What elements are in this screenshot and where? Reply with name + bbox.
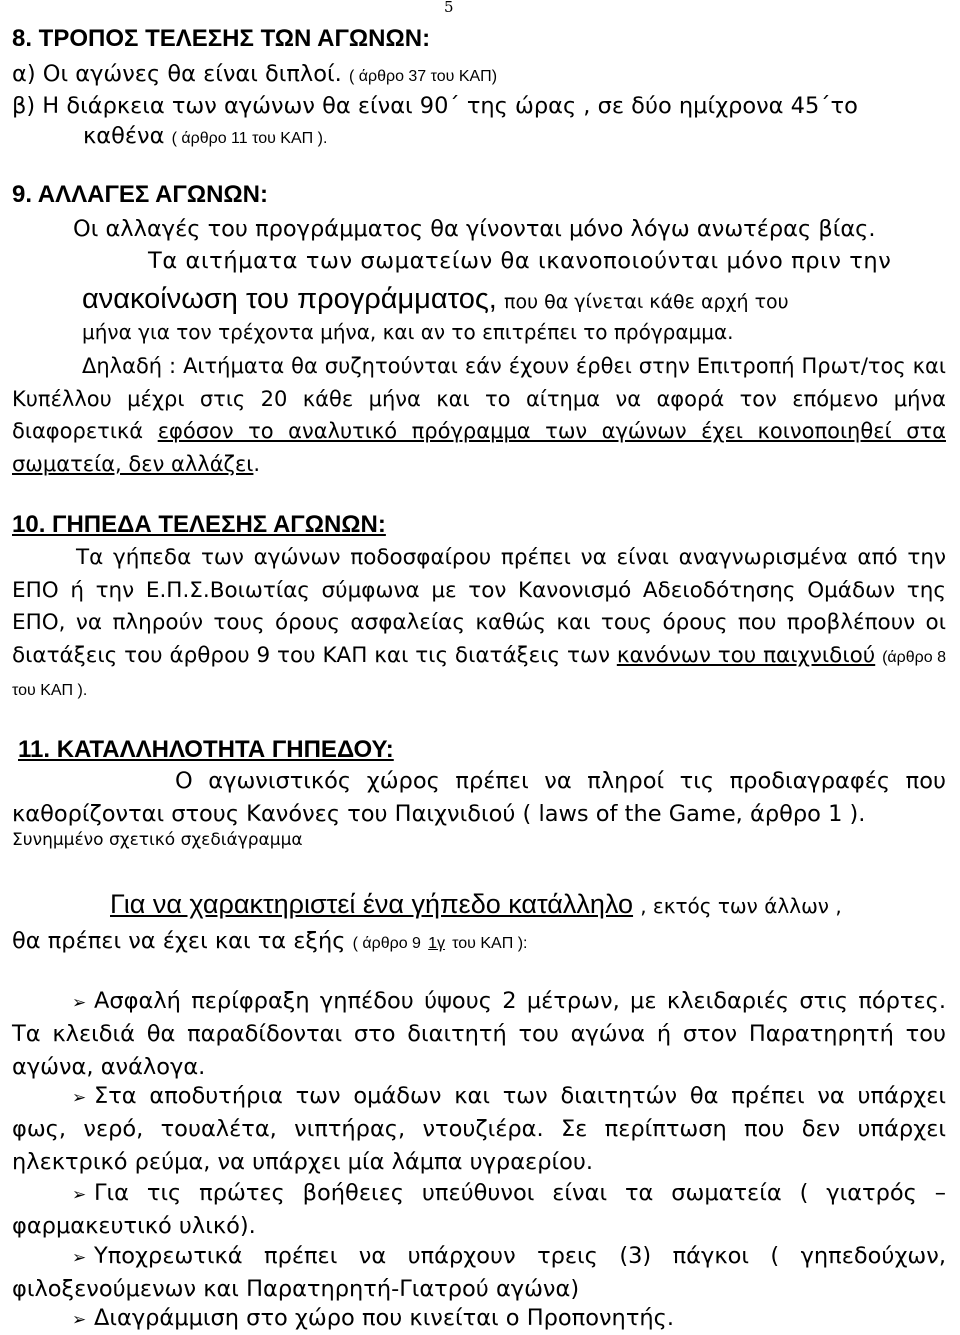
attached-diagram-note: Συνημμένο σχετικό σχεδιάγραμμα (12, 830, 303, 850)
bullet-text: Στα αποδυτήρια των ομάδων και των διαιτητών θα πρέπει να υπάρχει φως, νερό, τουαλέτα, νιπτήρας, ντουζιέρα. Σε περίπτωση που δεν υπάρχει ηλεκτρικό ρεύμα, να υπάρχει μία λάμπα υγραερίου. (12, 1083, 946, 1175)
bullet-item-4 (12, 1240, 946, 1306)
section-9-line4: μήνα για τον τρέχοντα μήνα, και αν το επιτρέπει το πρόγραμμα. (82, 320, 734, 344)
item-a-text: α) Οι αγώνες θα είναι διπλοί. (12, 61, 342, 87)
section-9-line1: Οι αλλαγές του προγράμματος θα γίνονται μόνο λόγω ανωτέρας βίας. (73, 216, 876, 242)
section-11-paragraph: Ο αγωνιστικός χώρος πρέπει να πληροί τις προδιαγραφές που καθορίζονται στους Κανόνες του Παιχνιδιού ( laws of the Game, άρθρο 1 ). (12, 768, 946, 827)
line3-rest: που θα γίνεται κάθε αρχή του (504, 291, 789, 313)
fields-text: Τα γήπεδα των αγώνων ποδοσφαίρου πρέπει να είναι αναγνωρισμένα από την ΕΠΟ ή την Ε.Π.Σ.Βοιωτίας σύμφωνα με τον Κανονισμό Αδειοδότησης Ομάδων της ΕΠΟ, να πληρούν τους όρους ασφαλείας καθώς και τους όρους που προβλέπουν οι διατάξεις του άρθρου 9 του ΚΑΠ και τις διατάξεις των (12, 545, 946, 669)
suitable-field-text: Για να χαρακτηριστεί ένα γήπεδο κατάλληλο (110, 889, 634, 919)
arrow-bullet-icon: ➢ (72, 1310, 87, 1330)
requirements-ref-u: 1γ (428, 935, 446, 952)
arrow-bullet-icon: ➢ (72, 1185, 87, 1205)
fields-underlined: κανόνων του παιχνιδιού (616, 643, 876, 669)
bullet-text: Για τις πρώτες βοήθειες υπεύθυνοι είναι τα σωματεία ( γιατρός – φαρμακευτικό υλικό). (12, 1180, 946, 1239)
arrow-bullet-icon: ➢ (72, 1088, 87, 1108)
bullet-item-5 (12, 1302, 946, 1335)
section-9-line3 (82, 278, 946, 320)
item-b-ref: ( άρθρο 11 του ΚΑΠ ). (171, 130, 328, 147)
section-11-heading-text: 11. ΚΑΤΑΛΛΗΛΟΤΗΤΑ ΓΗΠΕΔΟΥ: (18, 736, 394, 763)
requirements-text: θα πρέπει να έχει και τα εξής (12, 928, 346, 954)
suitable-field-line (110, 885, 946, 924)
section-8-heading: 8. ΤΡΟΠΟΣ ΤΕΛΕΣΗΣ ΤΩΝ ΑΓΩΝΩΝ: (12, 25, 431, 52)
bullet-text: Ασφαλή περίφραξη γηπέδου ύψους 2 μέτρων, με κλειδαριές στις πόρτες. Τα κλειδιά θα παραδίδονται στο διαιτητή του αγώνα ή στον Παρατηρητή του αγώνα, ανάλογα. (12, 988, 946, 1080)
arrow-bullet-icon: ➢ (72, 993, 87, 1013)
paragraph-underlined: εφόσον το αναλυτικό πρόγραμμα των αγώνων έχει κοινοποιηθεί στα σωματεία, δεν αλλάζει (12, 419, 946, 476)
section-9-line2: Τα αιτήματα των σωματείων θα ικανοποιούνται μόνο πριν την (148, 248, 892, 274)
requirements-ref: ( άρθρο 9 (352, 935, 421, 952)
item-a-ref: ( άρθρο 37 του ΚΑΠ) (348, 68, 498, 85)
fields-ref: (άρθρο 8 του ΚΑΠ ). (12, 649, 946, 699)
page-number: 5 (444, 0, 454, 16)
requirements-ref-end: του ΚΑΠ ): (452, 935, 528, 952)
section-8-item-b-cont (83, 120, 946, 153)
suitable-field-rest: , εκτός των άλλων , (640, 894, 842, 918)
section-9-heading: 9. ΑΛΛΑΓΕΣ ΑΓΩΝΩΝ: (12, 181, 268, 208)
paragraph-end: . (253, 451, 261, 476)
section-8-item-a (12, 58, 946, 91)
item-b-text2: καθένα (83, 123, 165, 149)
paragraph-text: Δηλαδή : Αιτήματα θα συζητούνται εάν έχουν έρθει στην Επιτροπή Πρωτ/τος και Κυπέλλου μέχρι στις 20 κάθε μήνα και το αίτημα να αφορά τον επόμενο μήνα διαφορετικά (12, 354, 946, 444)
section-10-heading: 10. ΓΗΠΕΔΑ ΤΕΛΕΣΗΣ ΑΓΩΝΩΝ: (12, 511, 386, 538)
bullet-item-2 (12, 1080, 946, 1179)
section-9-paragraph (12, 350, 946, 480)
section-8-item-b (12, 90, 946, 123)
bullet-text: Διαγράμμιση στο χώρο που κινείται ο Προπονητής. (94, 1305, 674, 1331)
section-11-heading (18, 733, 946, 768)
announcement-text: ανακοίνωση του προγράμματος, (82, 283, 497, 315)
bullet-item-1 (12, 985, 946, 1084)
requirements-intro (12, 925, 946, 958)
item-b-text: β) Η διάρκεια των αγώνων θα είναι 90΄ της ώρας , σε δύο ημίχρονα 45΄το (12, 93, 858, 119)
bullet-text: Υποχρεωτικά πρέπει να υπάρχουν τρεις (3) πάγκοι ( γηπεδούχων, φιλοξενούμενων και Παρατηρητή-Γιατρού αγώνα) (12, 1243, 946, 1302)
arrow-bullet-icon: ➢ (72, 1248, 87, 1268)
bullet-item-3 (12, 1177, 946, 1243)
section-10-paragraph (12, 542, 946, 705)
